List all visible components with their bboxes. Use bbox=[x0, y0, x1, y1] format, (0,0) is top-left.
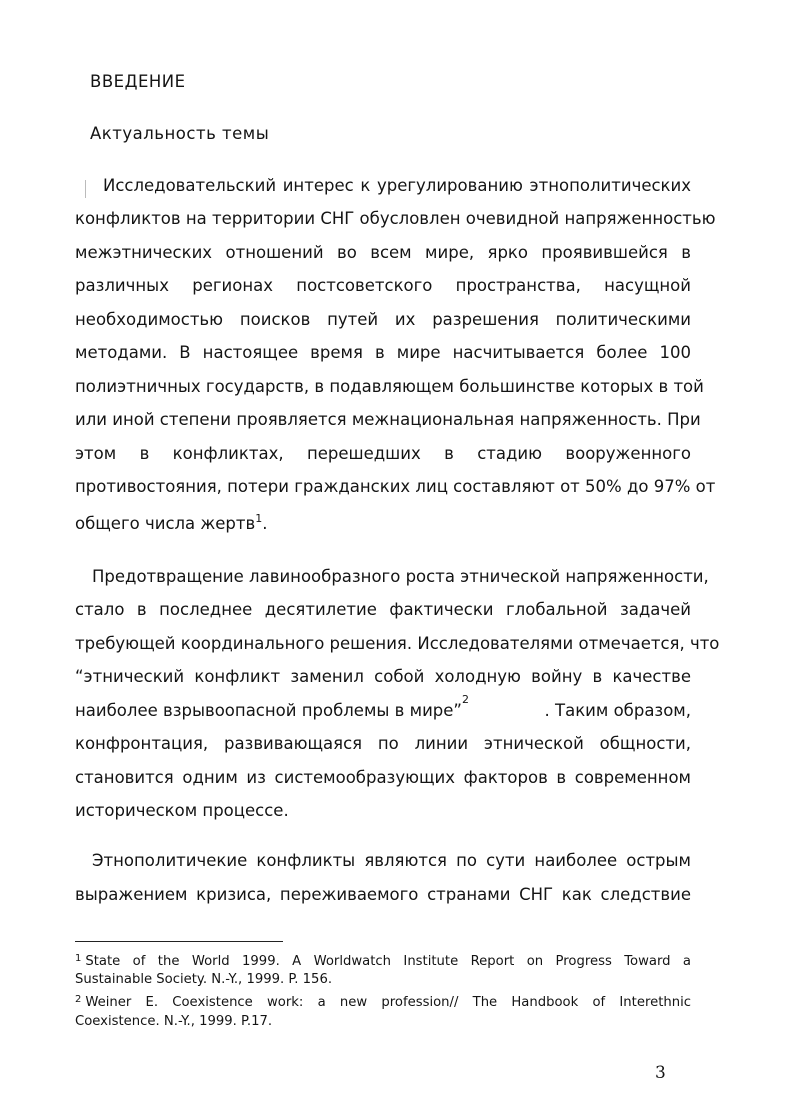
paragraph-1-line: полиэтничных государств, в подавляющем большинстве которых в той bbox=[75, 377, 704, 396]
paragraph-2-line: Предотвращение лавинообразного роста этнической напряженности, bbox=[92, 567, 709, 586]
footnote-2-text: Weiner E. Coexistence work: a new profession// The Handbook of Interethnic bbox=[85, 995, 691, 1010]
paragraph-2-line5-tail: . Таким образом, bbox=[544, 701, 691, 720]
paragraph-1-line: противостояния, потери гражданских лиц составляют от 50% до 97% от bbox=[75, 477, 716, 496]
footnote-2-line1 bbox=[75, 994, 691, 1012]
paragraph-1-text: общего числа жертв bbox=[75, 514, 256, 533]
scan-artifact-mark bbox=[85, 180, 86, 198]
paragraph-1-last-line bbox=[75, 513, 691, 535]
chapter-heading: ВВЕДЕНИЕ bbox=[90, 72, 186, 91]
paragraph-2-text: наиболее взрывоопасной проблемы в мире” bbox=[75, 701, 462, 720]
paragraph-2-line: конфронтация, развивающаяся по линии этнической общности, bbox=[75, 734, 691, 753]
paragraph-1-line: методами. В настоящее время в мире насчитывается более 100 bbox=[75, 343, 691, 362]
paragraph-1-line: Исследовательский интерес к урегулированию этнополитических bbox=[103, 176, 691, 195]
paragraph-1-line: различных регионах постсоветского пространства, насущной bbox=[75, 276, 691, 295]
footnote-1-line2: Sustainable Society. N.-Y., 1999. P. 156. bbox=[75, 972, 333, 987]
footnote-2-line2: Coexistence. N.-Y., 1999. P.17. bbox=[75, 1014, 273, 1029]
paragraph-2-line: становится одним из системообразующих факторов в современном bbox=[75, 768, 691, 787]
footnote-1-mark: 1 bbox=[75, 953, 82, 964]
paragraph-2-line: требующей координального решения. Исследователями отмечается, что bbox=[75, 634, 720, 653]
footnote-2-mark: 2 bbox=[75, 994, 82, 1005]
footnote-separator bbox=[75, 941, 283, 942]
paragraph-2-line: стало в последнее десятилетие фактически глобальной задачей bbox=[75, 600, 691, 619]
paragraph-1-line: этом в конфликтах, перешедших в стадию вооруженного bbox=[75, 444, 691, 463]
footnote-1-line1 bbox=[75, 953, 691, 971]
paragraph-2-last-line: историческом процессе. bbox=[75, 801, 289, 820]
paragraph-2-line: “этнический конфликт заменил собой холодную войну в качестве bbox=[75, 667, 691, 686]
paragraph-3-line: выражением кризиса, переживаемого странами СНГ как следствие bbox=[75, 885, 691, 904]
paragraph-3-line: Этнополитичекие конфликты являются по сути наиболее острым bbox=[92, 851, 691, 870]
paragraph-1-end: . bbox=[262, 514, 268, 533]
section-heading: Актуальность темы bbox=[90, 124, 270, 143]
paragraph-2-line5-head bbox=[75, 693, 523, 722]
page-number: 3 bbox=[655, 1063, 666, 1083]
paragraph-1-line: или иной степени проявляется межнациональная напряженность. При bbox=[75, 410, 701, 429]
paragraph-1-line: конфликтов на территории СНГ обусловлен очевидной напряженностью bbox=[75, 209, 716, 228]
paragraph-1-line: необходимостью поисков путей их разрешения политическими bbox=[75, 310, 691, 329]
paragraph-2-line bbox=[75, 693, 691, 722]
footnote-1-text: State of the World 1999. A Worldwatch Institute Report on Progress Toward a bbox=[85, 954, 691, 969]
footnote-ref-2[interactable]: 2 bbox=[462, 693, 469, 706]
footnote-ref-1[interactable]: 1 bbox=[255, 512, 263, 525]
paragraph-1-line: межэтнических отношений во всем мире, ярко проявившейся в bbox=[75, 243, 691, 262]
